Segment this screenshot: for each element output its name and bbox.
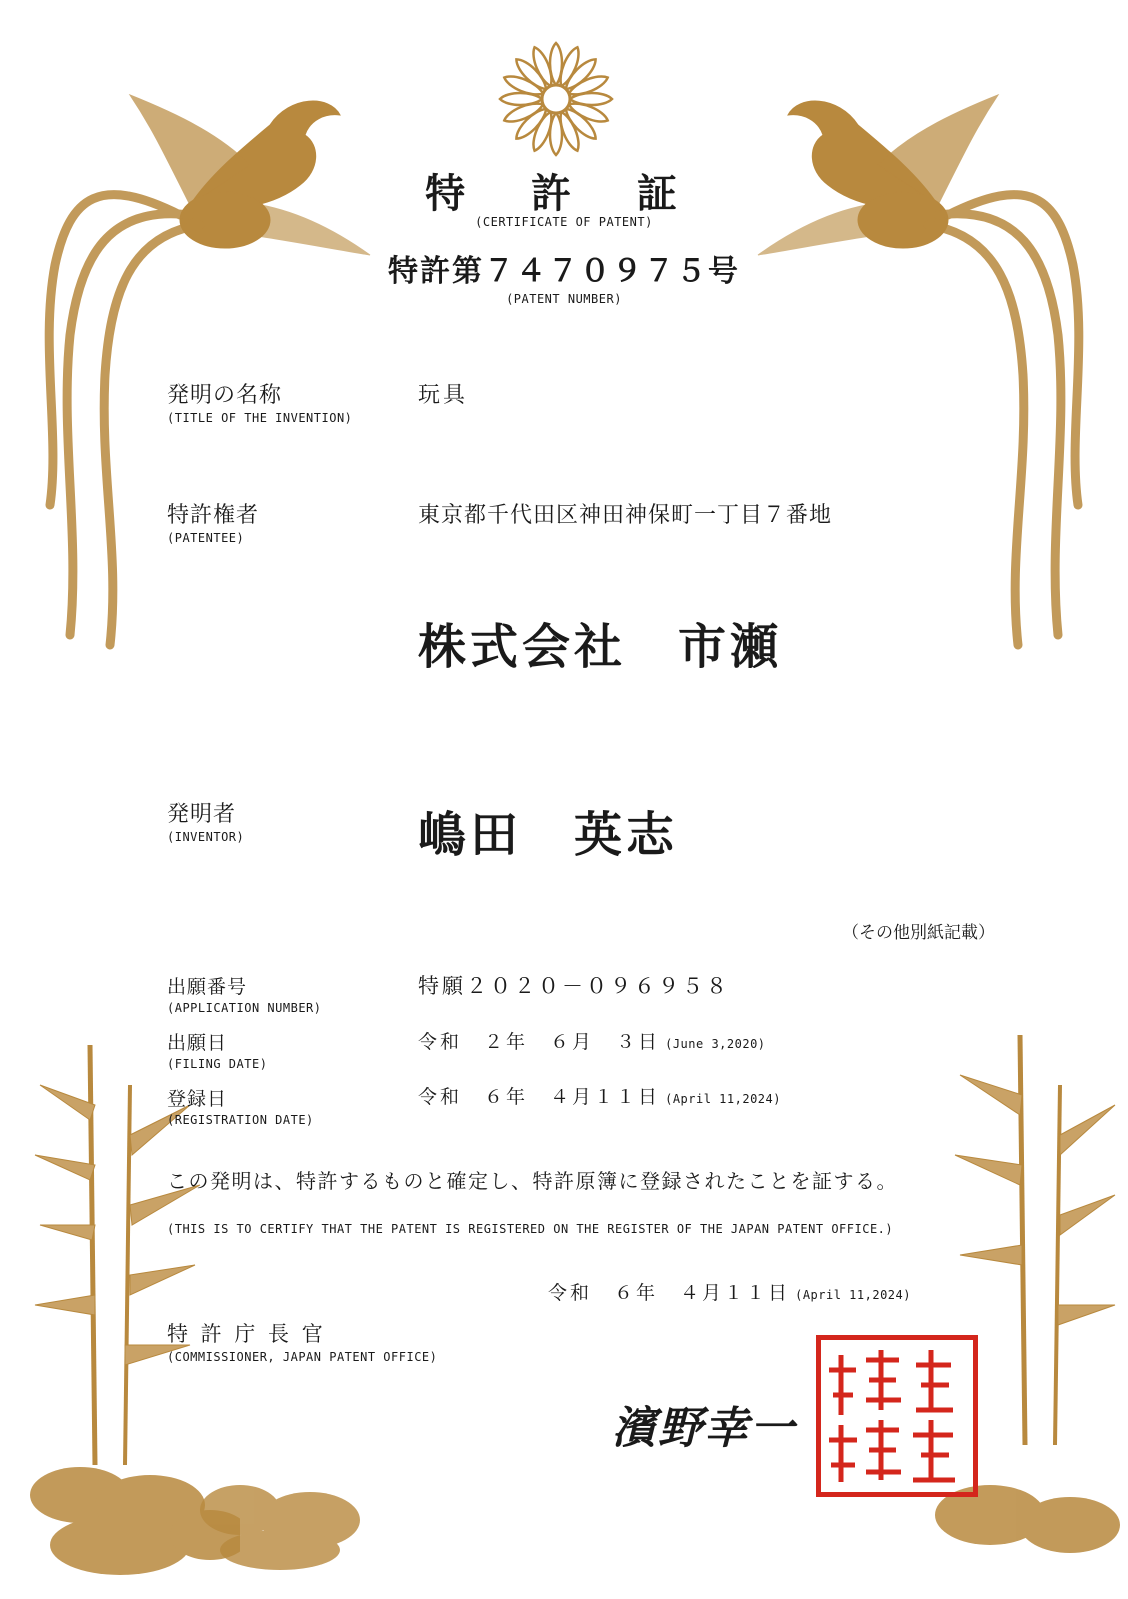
others-note: （その他別紙記載）	[842, 923, 995, 943]
certificate-title: 特 許 証	[425, 170, 703, 217]
filing-date-label-en: (FILING DATE)	[167, 1057, 268, 1071]
filing-date-label-group	[167, 1028, 267, 1071]
inventor-name: 嶋田 英志	[418, 807, 679, 863]
invention-label-en: (TITLE OF THE INVENTION)	[167, 411, 353, 425]
application-number-value: 特願２０２０－０９６９５８	[418, 974, 730, 998]
patentee-address: 東京都千代田区神田神保町一丁目７番地	[418, 503, 833, 528]
right-bamboo-icon	[930, 1025, 1120, 1585]
registration-date-label-group	[167, 1084, 314, 1127]
patentee-label-group	[167, 498, 259, 545]
filing-date-label: 出願日	[167, 1032, 228, 1054]
patentee-name: 株式会社 市瀬	[418, 619, 783, 675]
registration-date-value-en: (April 11,2024)	[665, 1092, 781, 1106]
registration-date-value: 令和 ６年 ４月１１日	[418, 1086, 661, 1108]
inventor-label-group	[167, 797, 244, 844]
application-number-label-group	[167, 972, 322, 1015]
application-number-label: 出願番号	[167, 976, 248, 998]
patentee-label: 特許権者	[167, 503, 260, 528]
patent-number: 特許第７４７０９７５号	[388, 254, 740, 289]
commissioner-signature: 濱野幸一	[612, 1403, 796, 1454]
certification-date-en: (April 11,2024)	[795, 1288, 911, 1302]
certification-date: 令和 ６年 ４月１１日	[548, 1282, 791, 1304]
filing-date-value-en: (June 3,2020)	[665, 1037, 766, 1051]
patentee-label-en: (PATENTEE)	[167, 531, 245, 545]
left-phoenix-icon	[40, 55, 400, 655]
registration-date-label-en: (REGISTRATION DATE)	[167, 1113, 314, 1127]
certification-statement-en: (THIS IS TO CERTIFY THAT THE PATENT IS REGISTERED ON THE REGISTER OF THE JAPAN PATENT OFFICE.)	[167, 1222, 894, 1236]
certification-date-row	[548, 1278, 911, 1305]
chrysanthemum-crest-icon	[497, 40, 615, 158]
filing-date-row	[418, 1027, 766, 1054]
commissioner-label: 特 許 庁 長 官	[167, 1322, 326, 1346]
seal-glyphs-icon	[821, 1340, 973, 1492]
patent-number-en: (PATENT NUMBER)	[506, 292, 622, 306]
inventor-label: 発明者	[167, 802, 237, 827]
commissioner-label-group	[167, 1318, 437, 1364]
official-seal	[816, 1335, 978, 1497]
invention-label: 発明の名称	[167, 383, 283, 408]
certificate-title-en: (CERTIFICATE OF PATENT)	[475, 215, 653, 229]
paulownia-leaves-icon	[200, 1440, 380, 1570]
filing-date-value: 令和 ２年 ６月 ３日	[418, 1031, 661, 1053]
invention-label-group	[167, 378, 352, 425]
registration-date-row	[418, 1082, 781, 1109]
invention-value: 玩具	[418, 383, 469, 408]
application-number-label-en: (APPLICATION NUMBER)	[167, 1001, 322, 1015]
commissioner-label-en: (COMMISSIONER, JAPAN PATENT OFFICE)	[167, 1350, 438, 1364]
certification-statement: この発明は、特許するものと確定し、特許原簿に登録されたことを証する。	[167, 1169, 898, 1193]
right-phoenix-icon	[728, 55, 1088, 655]
registration-date-label: 登録日	[167, 1088, 228, 1110]
inventor-label-en: (INVENTOR)	[167, 830, 245, 844]
